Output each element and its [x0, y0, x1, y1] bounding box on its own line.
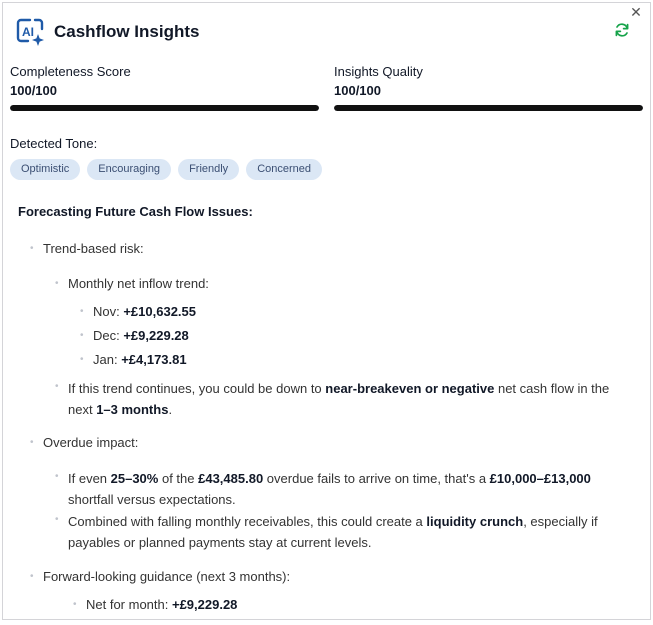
progress-fill	[10, 105, 319, 111]
metrics-row	[10, 64, 643, 111]
list-item-forward: • Forward-looking guidance (next 3 months):	[43, 568, 290, 585]
section-heading: Forecasting Future Cash Flow Issues:	[18, 204, 253, 219]
progress-fill	[334, 105, 643, 111]
ai-logo-icon	[15, 17, 45, 47]
list-item-month: • Jan: +£4,173.81	[93, 351, 187, 368]
list-item-overdue-shortfall: • If even 25–30% of the £43,485.80 overdue fails to arrive on time, that's a £10,000–£13,000 shortfall versus expectations.	[68, 468, 643, 510]
tone-tag-optimistic: Optimistic	[10, 159, 80, 180]
tone-tag-encouraging: Encouraging	[87, 159, 171, 180]
tone-tag-concerned: Concerned	[246, 159, 322, 180]
list-item-overdue: • Overdue impact:	[43, 434, 138, 451]
progress-bar	[334, 105, 643, 111]
close-icon[interactable]: ✕	[630, 4, 642, 20]
insights-panel	[2, 2, 651, 620]
progress-bar	[10, 105, 319, 111]
insights-content	[18, 204, 643, 612]
list-item-trend-continues: • If this trend continues, you could be down to near-breakeven or negative net cash flow in the next 1–3 months.	[68, 378, 643, 420]
list-item-month: • Nov: +£10,632.55	[93, 303, 196, 320]
completeness-score	[10, 64, 319, 111]
metric-label: Insights Quality	[334, 64, 423, 79]
tone-tags	[10, 159, 322, 180]
tone-tag-friendly: Friendly	[178, 159, 239, 180]
metric-value: 100/100	[10, 83, 57, 98]
metric-value: 100/100	[334, 83, 381, 98]
panel-title: Cashflow Insights	[54, 22, 200, 41]
list-item-month: • Dec: +£9,229.28	[93, 327, 189, 344]
list-item-trend: • Trend-based risk:	[43, 240, 144, 257]
refresh-icon[interactable]	[614, 22, 630, 38]
ai-logo-text: AI	[22, 25, 34, 39]
list-item-net-month: • Net for month: +£9,229.28	[86, 596, 237, 613]
list-item-monthly: • Monthly net inflow trend:	[68, 275, 209, 292]
list-item-liquidity: • Combined with falling monthly receivables, this could create a liquidity crunch, especially if payables or planned payments stay at current levels.	[68, 511, 643, 553]
detected-tone-label: Detected Tone:	[10, 136, 98, 151]
insights-quality	[334, 64, 643, 111]
panel-header	[15, 17, 199, 47]
metric-label: Completeness Score	[10, 64, 131, 79]
